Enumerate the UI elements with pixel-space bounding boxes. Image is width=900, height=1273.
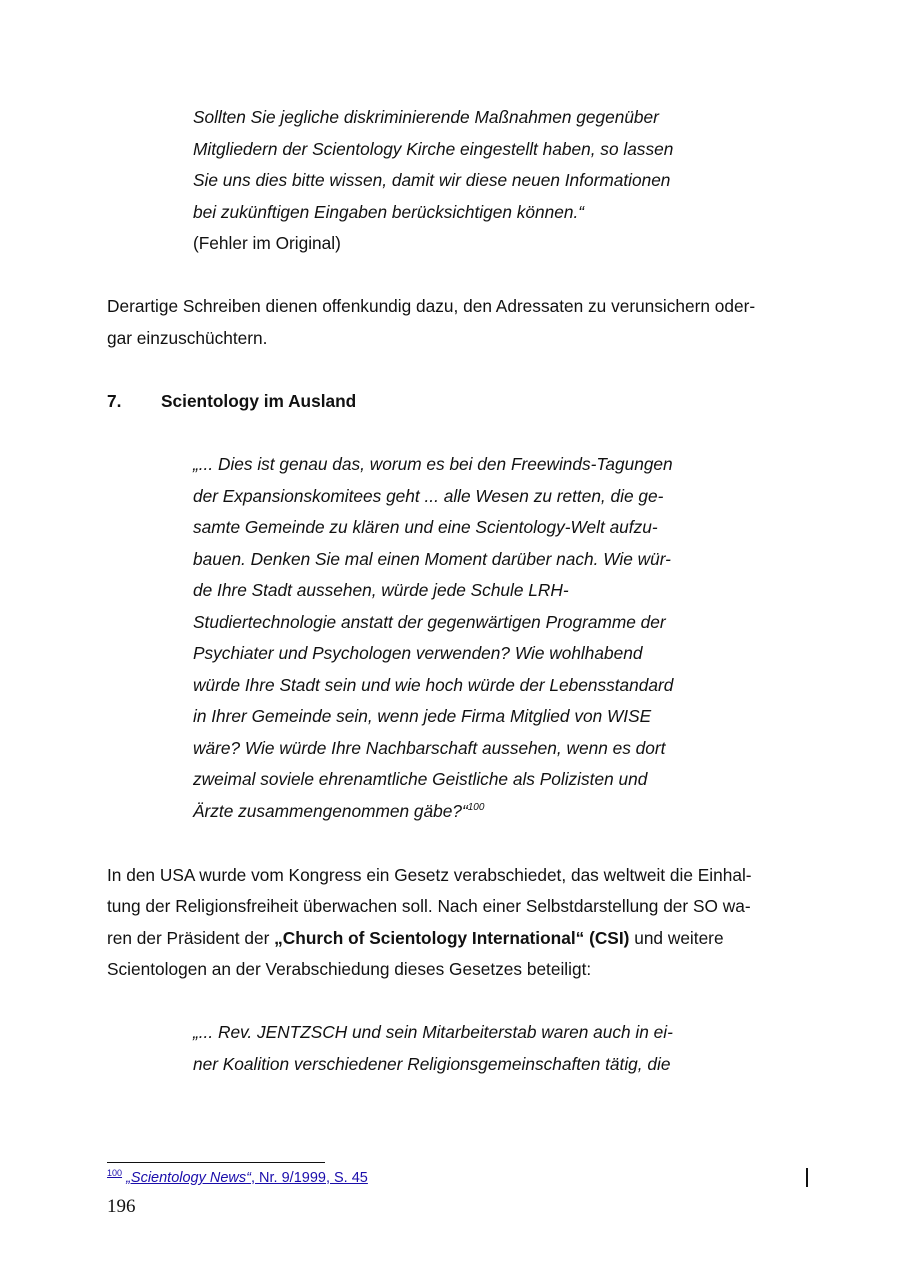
paragraph-line: gar einzuschüchtern. [107, 328, 268, 348]
quote-line: Studiertechnologie anstatt der gegenwärtigen Programme der [193, 612, 666, 632]
quote-line: wäre? Wie würde Ihre Nachbarschaft aussehen, wenn es dort [193, 738, 666, 758]
section-title: Scientology im Ausland [161, 391, 357, 411]
quote-line: de Ihre Stadt aussehen, würde jede Schule LRH- [193, 580, 569, 600]
quote-line-text: Ärzte zusammengenommen gäbe?“ [193, 801, 468, 821]
footnote-reference[interactable]: 100 [467, 802, 485, 814]
quote-line-last [193, 800, 484, 822]
quote-line: „... Dies ist genau das, worum es bei den Freewinds-Tagungen [193, 454, 673, 474]
paragraph-line: Derartige Schreiben dienen offenkundig dazu, den Adressaten zu verunsichern oder- [107, 296, 756, 316]
change-bar [806, 1168, 808, 1187]
paragraph-line: Scientologen an der Verabschiedung dieses Gesetzes beteiligt: [107, 959, 592, 979]
paragraph-text: ren der Präsident der [107, 928, 275, 948]
quote-line: Sie uns dies bitte wissen, damit wir diese neuen Informationen [193, 170, 671, 190]
footnote-source-title: „Scientology News“ [126, 1169, 251, 1186]
paragraph-line [107, 927, 724, 949]
organization-name: „Church of Scientology International“ (CSI) [274, 928, 630, 948]
quote-line: „... Rev. JENTZSCH und sein Mitarbeiterstab waren auch in ei- [193, 1022, 673, 1042]
section-number: 7. [107, 391, 122, 411]
quote-line: in Ihrer Gemeinde sein, wenn jede Firma Mitglied von WISE [193, 706, 652, 726]
quote-line: Mitgliedern der Scientology Kirche eingestellt haben, so lassen [193, 139, 674, 159]
quote-line: der Expansionskomitees geht ... alle Wesen zu retten, die ge- [193, 486, 664, 506]
quote-line: bauen. Denken Sie mal einen Moment darüber nach. Wie wür- [193, 549, 671, 569]
footnote-number: 100 [107, 1168, 123, 1178]
paragraph-line: tung der Religionsfreiheit überwachen soll. Nach einer Selbstdarstellung der SO wa- [107, 896, 751, 916]
page-number: 196 [107, 1196, 136, 1217]
quote-line: Psychiater und Psychologen verwenden? Wie wohlhabend [193, 643, 643, 663]
quote-line: samte Gemeinde zu klären und eine Scientology-Welt aufzu- [193, 517, 658, 537]
paragraph-text: und weitere [629, 928, 724, 948]
quote-note: (Fehler im Original) [193, 233, 341, 253]
quote-line: zweimal soviele ehrenamtliche Geistliche als Polizisten und [193, 769, 648, 789]
quote-line: ner Koalition verschiedener Religionsgemeinschaften tätig, die [193, 1054, 671, 1074]
footnote-separator [107, 1162, 325, 1163]
footnote-link[interactable] [107, 1168, 368, 1186]
quote-line: würde Ihre Stadt sein und wie hoch würde der Lebensstandard [193, 675, 674, 695]
quote-line: Sollten Sie jegliche diskriminierende Maßnahmen gegenüber [193, 107, 659, 127]
footnote-text [126, 1170, 368, 1186]
footnote-source-detail: , Nr. 9/1999, S. 45 [250, 1169, 368, 1186]
quote-line: bei zukünftigen Eingaben berücksichtigen können.“ [193, 202, 585, 222]
paragraph-line: In den USA wurde vom Kongress ein Gesetz verabschiedet, das weltweit die Einhal- [107, 865, 752, 885]
